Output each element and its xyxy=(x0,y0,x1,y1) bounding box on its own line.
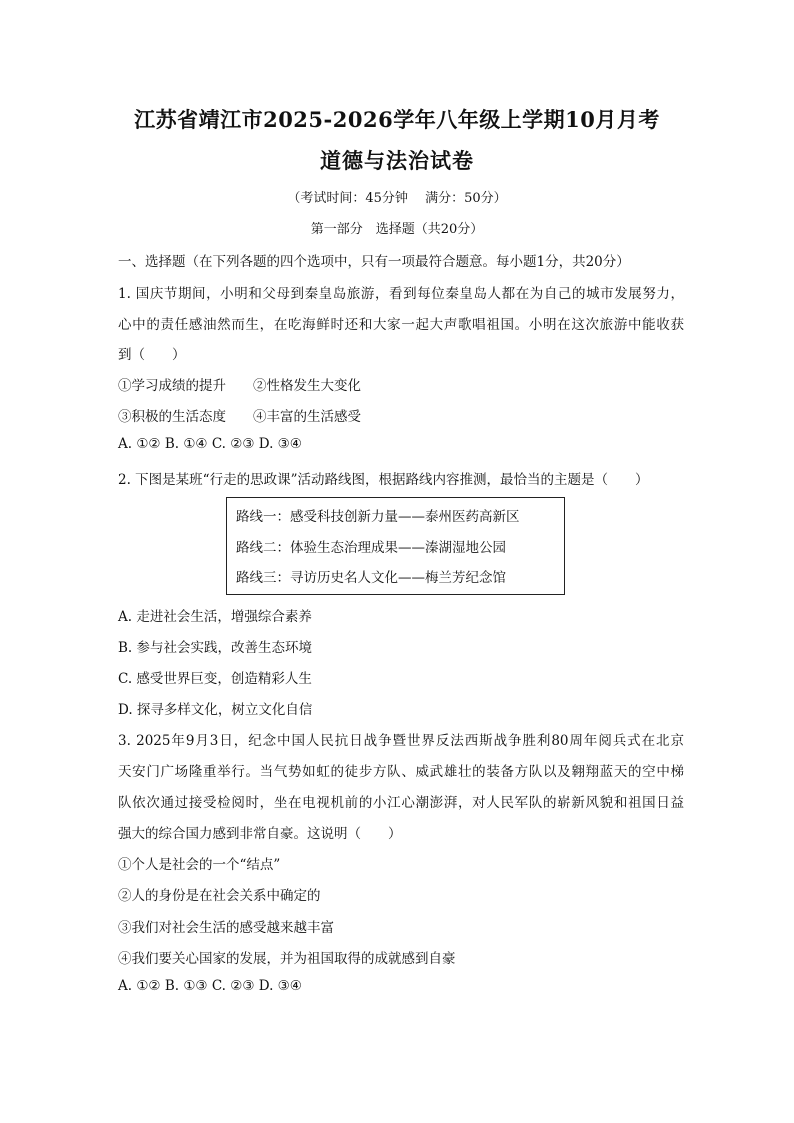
q3-stem-line-1: 3. 2025年9月3日，纪念中国人民抗日战争暨世界反法西斯战争胜利80周年阅兵式在北京 xyxy=(118,733,684,749)
q3-options: A. ①② B. ①③ C. ②③ D. ③④ xyxy=(118,978,302,994)
exam-info: （考试时间：45分钟 满分：50分） xyxy=(287,191,507,206)
section-heading: 一、选择题（在下列各题的四个选项中，只有一项最符合题意。每小题1分，共20分） xyxy=(118,254,630,270)
q2-option-c: C. 感受世界巨变，创造精彩人生 xyxy=(118,671,312,687)
q3-item-4: ④我们要关心国家的发展，并为祖国取得的成就感到自豪 xyxy=(118,951,456,967)
part-heading: 第一部分 选择题（共20分） xyxy=(310,222,484,237)
q2-stem: 2. 下图是某班“行走的思政课”活动路线图，根据路线内容推测，最恰当的主题是（ ） xyxy=(118,472,649,488)
q1-stem-line-2: 心中的责任感油然而生，在吃海鲜时还和大家一起大声歌唱祖国。小明在这次旅游中能收获 xyxy=(118,317,684,333)
q1-item-line-2: ③积极的生活态度 ④丰富的生活感受 xyxy=(118,409,361,425)
q1-options: A. ①② B. ①④ C. ②③ D. ③④ xyxy=(118,436,302,452)
q3-item-1: ①个人是社会的一个“结点” xyxy=(118,857,281,873)
q1-stem-line-1: 1. 国庆节期间，小明和父母到秦皇岛旅游，看到每位秦皇岛人都在为自己的城市发展努力， xyxy=(118,286,684,302)
q2-option-d: D. 探寻多样文化，树立文化自信 xyxy=(118,702,313,718)
q3-stem-line-3: 队依次通过接受检阅时，坐在电视机前的小江心潮澎湃，对人民军队的崭新风貌和祖国日益 xyxy=(118,795,684,811)
q3-stem-line-4: 强大的综合国力感到非常自豪。这说明（ ） xyxy=(118,826,402,842)
q1-stem-line-3: 到（ ） xyxy=(118,347,186,363)
q3-item-3: ③我们对社会生活的感受越来越丰富 xyxy=(118,920,334,936)
q3-item-2: ②人的身份是在社会关系中确定的 xyxy=(118,888,321,904)
q3-stem-line-2: 天安门广场隆重举行。当气势如虹的徒步方队、威武雄壮的装备方队以及翱翔蓝天的空中梯 xyxy=(118,764,684,780)
q1-item-line-1: ①学习成绩的提升 ②性格发生大变化 xyxy=(118,378,361,394)
route-line-2: 路线二：体验生态治理成果——溱湖湿地公园 xyxy=(236,540,506,556)
route-line-3: 路线三：寻访历史名人文化——梅兰芳纪念馆 xyxy=(236,570,506,586)
exam-subject-title: 道德与法治试卷 xyxy=(320,148,474,173)
q2-option-b: B. 参与社会实践，改善生态环境 xyxy=(118,640,313,656)
q2-option-a: A. 走进社会生活，增强综合素养 xyxy=(118,609,312,625)
route-line-1: 路线一：感受科技创新力量——泰州医药高新区 xyxy=(236,509,520,525)
route-box xyxy=(226,497,565,595)
exam-title: 江苏省靖江市2025-2026学年八年级上学期10月月考 xyxy=(134,107,660,132)
